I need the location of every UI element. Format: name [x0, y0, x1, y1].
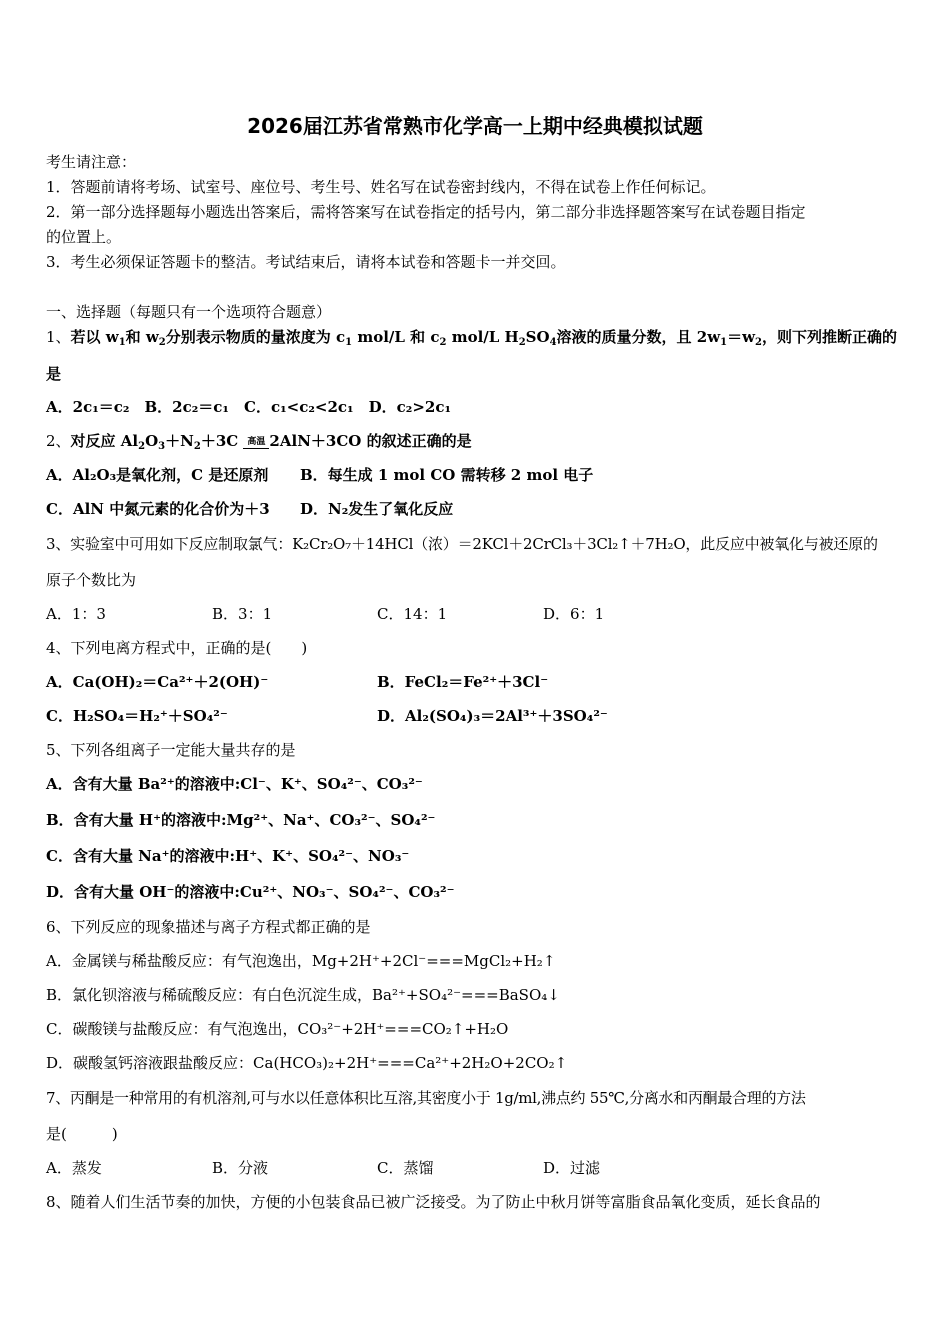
question-number: 4、 — [46, 639, 71, 657]
q2-sub: 3 — [158, 441, 166, 452]
q1-text: mol/L H — [446, 328, 519, 346]
question-1-options: A．2c₁＝c₂ B．2c₂＝c₁ C．c₁<c₂<2c₁ D．c₂>2c₁ — [46, 398, 452, 416]
q1-sub: 1 — [118, 337, 126, 348]
condition-line — [243, 448, 269, 449]
q1-sub: 2 — [158, 337, 166, 348]
question-7-option-d: D．过滤 — [543, 1159, 601, 1177]
question-1-stem-cont: 是 — [46, 365, 62, 383]
question-number: 8、 — [46, 1193, 71, 1211]
question-4-option-a: A．Ca(OH)₂＝Ca²⁺＋2(OH)⁻ — [46, 673, 269, 691]
question-2-option-c: C．AlN 中氮元素的化合价为＋3 — [46, 500, 270, 518]
q1-text: ＝w — [727, 328, 755, 346]
question-2-option-d: D．N₂发生了氧化反应 — [300, 500, 454, 518]
question-3-option-b: B．3：1 — [212, 605, 273, 623]
question-number: 5、 — [46, 741, 71, 759]
q1-text: mol/L 和 c — [352, 328, 440, 346]
question-5-option-d: D．含有大量 OH⁻的溶液中:Cu²⁺、NO₃⁻、SO₄²⁻、CO₃²⁻ — [46, 883, 455, 901]
q2-text: ＋3C — [200, 432, 244, 450]
question-4-option-d: D．Al₂(SO₄)₃＝2Al³⁺＋3SO₄²⁻ — [377, 707, 608, 725]
q6-text: 下列反应的现象描述与离子方程式都正确的是 — [70, 918, 371, 936]
question-2-option-a: A．Al₂O₃是氧化剂，C 是还原剂 — [46, 466, 269, 484]
notice-item-1: 1．答题前请将考场、试室号、座位号、考生号、姓名写在试卷密封线内，不得在试卷上作任何标记。 — [46, 178, 716, 196]
q1-sub: 4 — [549, 337, 557, 348]
q3-text: 实验室中可用如下反应制取氯气：K₂Cr₂O₇＋14HCl（浓）＝2KCl＋2CrCl₃＋3Cl₂↑＋7H₂O，此反应中被氧化与被还原的 — [70, 535, 878, 553]
question-7-stem — [46, 1088, 806, 1108]
question-2-option-b: B．每生成 1 mol CO 需转移 2 mol 电子 — [300, 466, 594, 484]
question-5-option-b: B．含有大量 H⁺的溶液中:Mg²⁺、Na⁺、CO₃²⁻、SO₄²⁻ — [46, 811, 436, 829]
q5-text: 下列各组离子一定能大量共存的是 — [70, 741, 296, 759]
condition-label: 高温 — [247, 437, 266, 447]
question-3-stem-cont: 原子个数比为 — [46, 571, 137, 589]
question-5-option-c: C．含有大量 Na⁺的溶液中:H⁺、K⁺、SO₄²⁻、NO₃⁻ — [46, 847, 410, 865]
q8-text: 随着人们生活节奏的加快，方便的小包装食品已被广泛接受。为了防止中秋月饼等富脂食品氧化变质，延长食品的 — [70, 1193, 821, 1211]
question-4-option-b: B．FeCl₂＝Fe²⁺＋3Cl⁻ — [377, 673, 549, 691]
question-2-stem — [46, 431, 472, 457]
question-number: 7、 — [46, 1089, 70, 1107]
question-8-stem — [46, 1192, 821, 1212]
section-heading: 一、选择题（每题只有一个选项符合题意） — [46, 303, 332, 321]
page-title: 2026届江苏省常熟市化学高一上期中经典模拟试题 — [247, 114, 703, 138]
question-5-stem — [46, 740, 296, 760]
question-6-stem — [46, 917, 371, 937]
notice-heading: 考生请注意： — [46, 153, 137, 171]
question-number: 3、 — [46, 535, 71, 553]
q1-text: 溶液的质量分数，且 2w — [556, 328, 721, 346]
notice-item-2-cont: 的位置上。 — [46, 228, 122, 246]
q7-text: 丙酮是一种常用的有机溶剂,可与水以任意体积比互溶,其密度小于 1g/ml,沸点约 55℃,分离水和丙酮最合理的方法 — [69, 1089, 806, 1107]
q1-sub: 1 — [345, 337, 353, 348]
q2-text: 2AlN＋3CO 的叙述正确的是 — [269, 432, 472, 450]
question-4-option-c: C．H₂SO₄＝H₂⁺＋SO₄²⁻ — [46, 707, 228, 725]
notice-item-3: 3．考生必须保证答题卡的整洁。考试结束后，请将本试卷和答题卡一并交回。 — [46, 253, 566, 271]
q1-sub: 1 — [720, 337, 728, 348]
q2-text: ＋N — [165, 432, 194, 450]
question-7-option-a: A．蒸发 — [46, 1159, 102, 1177]
question-5-option-a: A．含有大量 Ba²⁺的溶液中:Cl⁻、K⁺、SO₄²⁻、CO₃²⁻ — [46, 775, 423, 793]
question-1-stem — [46, 327, 897, 353]
question-3-option-c: C．14：1 — [377, 605, 448, 623]
question-6-option-c: C．碳酸镁与盐酸反应：有气泡逸出，CO₃²⁻+2H⁺===CO₂↑+H₂O — [46, 1020, 509, 1038]
q2-text: 对反应 Al — [70, 432, 139, 450]
question-number: 6、 — [46, 918, 71, 936]
question-4-stem — [46, 638, 307, 658]
q2-text: O — [145, 432, 159, 450]
notice-item-2: 2．第一部分选择题每小题选出答案后，需将答案写在试卷指定的括号内，第二部分非选择题答案写在试卷题目指定 — [46, 203, 806, 221]
q1-sub: 2 — [755, 337, 762, 348]
q1-text: SO — [525, 328, 550, 346]
q1-text: 分别表示物质的量浓度为 c — [165, 328, 346, 346]
q1-text: 若以 w — [70, 328, 119, 346]
q1-sub: 2 — [439, 337, 447, 348]
question-number: 2、 — [46, 432, 71, 450]
question-6-option-b: B．氯化钡溶液与稀硫酸反应：有白色沉淀生成，Ba²⁺+SO₄²⁻===BaSO₄↓ — [46, 986, 560, 1004]
question-3-stem — [46, 534, 878, 554]
reaction-condition — [243, 438, 269, 449]
q2-sub: 2 — [138, 441, 146, 452]
question-3-option-a: A．1：3 — [46, 605, 106, 623]
question-3-option-d: D．6：1 — [543, 605, 605, 623]
question-6-option-d: D．碳酸氢钙溶液跟盐酸反应：Ca(HCO₃)₂+2H⁺===Ca²⁺+2H₂O+2CO₂↑ — [46, 1054, 568, 1072]
q4-text: 下列电离方程式中，正确的是( ) — [70, 639, 308, 657]
question-7-stem-cont: 是( ) — [46, 1125, 118, 1143]
question-7-option-b: B．分液 — [212, 1159, 269, 1177]
q1-sub: 2 — [518, 337, 526, 348]
question-number: 1、 — [46, 328, 71, 346]
question-6-option-a: A．金属镁与稀盐酸反应：有气泡逸出，Mg+2H⁺+2Cl⁻===MgCl₂+H₂↑ — [46, 952, 556, 970]
q1-text: 和 w — [125, 328, 159, 346]
q2-sub: 2 — [193, 441, 201, 452]
q1-text: ，则下列推断正确的 — [761, 328, 897, 346]
question-7-option-c: C．蒸馏 — [377, 1159, 434, 1177]
